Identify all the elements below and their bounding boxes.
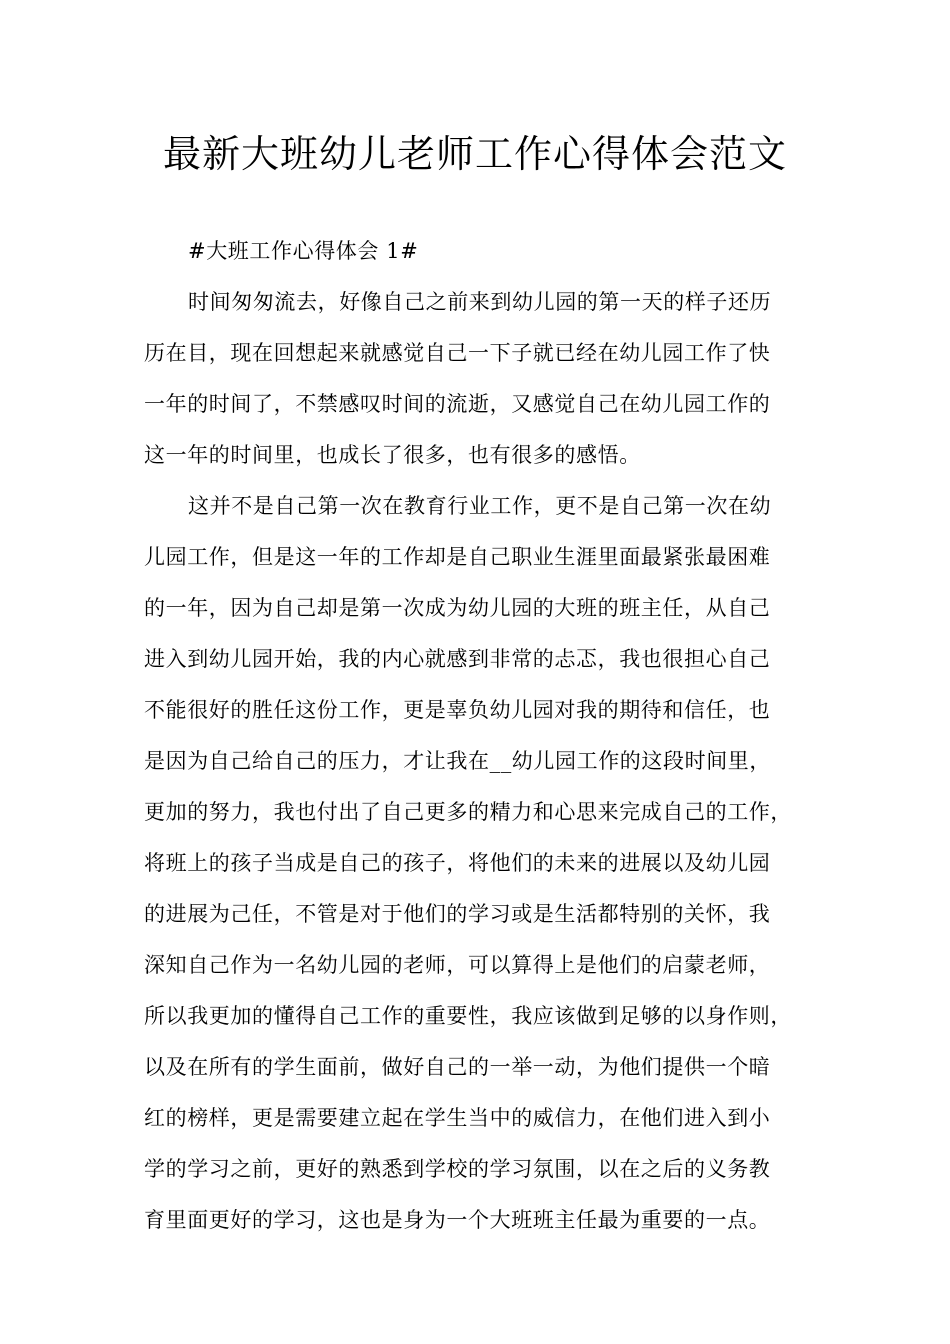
paragraph-2 bbox=[144, 481, 824, 1246]
paragraph-line: 育里面更好的学习，这也是身为一个大班班主任最为重要的一点。 bbox=[144, 1208, 771, 1232]
paragraph-line: 深知自己作为一名幼儿园的老师，可以算得上是他们的启蒙老师， bbox=[144, 953, 771, 977]
document-title: 最新大班幼儿老师工作心得体会范文 bbox=[162, 132, 787, 176]
paragraph-line: 以及在所有的学生面前，做好自己的一举一动，为他们提供一个暗 bbox=[144, 1055, 771, 1079]
paragraph-line: 更加的努力，我也付出了自己更多的精力和心思来完成自己的工作， bbox=[144, 800, 792, 824]
paragraph-line: 学的学习之前，更好的熟悉到学校的学习氛围，以在之后的义务教 bbox=[144, 1157, 771, 1181]
paragraph-line: 的一年，因为自己却是第一次成为幼儿园的大班的班主任，从自己 bbox=[144, 596, 771, 620]
paragraph-line: 时间匆匆流去，好像自己之前来到幼儿园的第一天的样子还历 bbox=[188, 290, 772, 314]
paragraph-line: 这并不是自己第一次在教育行业工作，更不是自己第一次在幼 bbox=[188, 494, 772, 518]
paragraph-line: 一年的时间了，不禁感叹时间的流逝，又感觉自己在幼儿园工作的 bbox=[144, 392, 771, 416]
paragraph-line: 历在目，现在回想起来就感觉自己一下子就已经在幼儿园工作了快 bbox=[144, 341, 771, 365]
document-body bbox=[144, 226, 824, 1246]
paragraph-line: 是因为自己给自己的压力，才让我在__幼儿园工作的这段时间里， bbox=[144, 749, 771, 773]
paragraph-line: 儿园工作，但是这一年的工作却是自己职业生涯里面最紧张最困难 bbox=[144, 545, 771, 569]
paragraph-line: 将班上的孩子当成是自己的孩子，将他们的未来的进展以及幼儿园 bbox=[144, 851, 771, 875]
section-heading: #大班工作心得体会 1# bbox=[188, 239, 419, 263]
paragraph-line: 红的榜样，更是需要建立起在学生当中的威信力，在他们进入到小 bbox=[144, 1106, 771, 1130]
paragraph-line: 的进展为己任，不管是对于他们的学习或是生活都特别的关怀，我 bbox=[144, 902, 771, 926]
paragraph-line: 这一年的时间里，也成长了很多，也有很多的感悟。 bbox=[144, 443, 641, 467]
paragraph-line: 不能很好的胜任这份工作，更是辜负幼儿园对我的期待和信任，也 bbox=[144, 698, 771, 722]
paragraph-line: 所以我更加的懂得自己工作的重要性，我应该做到足够的以身作则， bbox=[144, 1004, 792, 1028]
paragraph-line: 进入到幼儿园开始，我的内心就感到非常的忐忑，我也很担心自己 bbox=[144, 647, 771, 671]
paragraph-1 bbox=[144, 277, 824, 481]
